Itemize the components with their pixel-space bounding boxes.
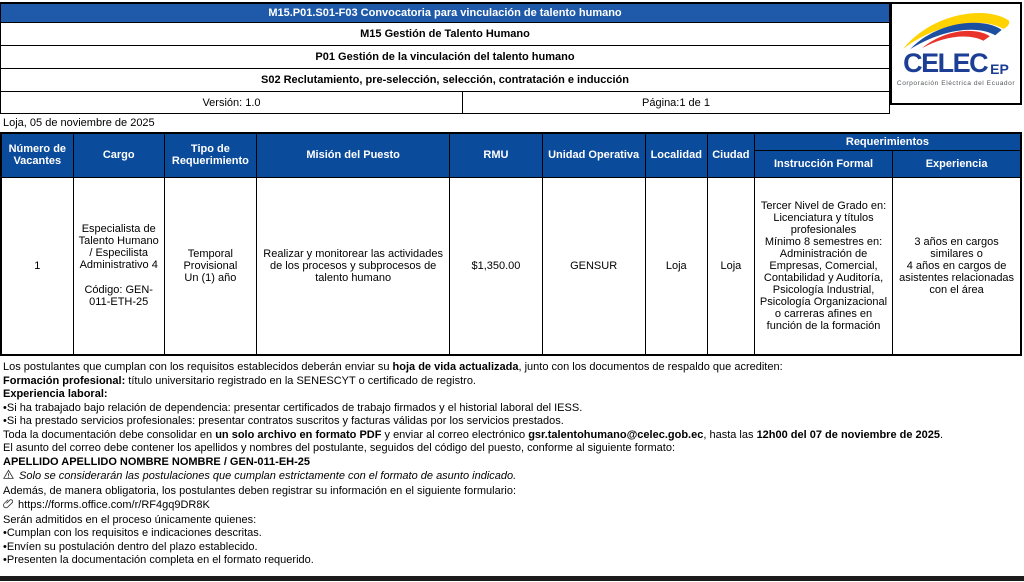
cargo-codigo: Código: GEN-011-ETH-25 xyxy=(84,284,153,309)
table-row xyxy=(1,177,1021,355)
form-url-link[interactable]: https://forms.office.com/r/RF4gq9DR8K xyxy=(15,499,210,511)
footer-text: Los postulantes que cumplan con los requisitos establecidos deberán enviar su xyxy=(3,361,393,373)
footer-text: , junto con los documentos de respaldo que acrediten: xyxy=(518,361,783,373)
warning-icon xyxy=(3,469,14,485)
col-header-requerimientos: Requerimientos xyxy=(754,133,1021,150)
footer-line xyxy=(3,388,1020,402)
footer-text: Toda la documentación debe consolidar en xyxy=(3,428,216,441)
celec-logo xyxy=(890,2,1022,105)
cell-ciudad: Loja xyxy=(707,177,754,355)
footer-text: Además, de manera obligatoria, los postulantes deben registrar su información en el siguiente formulario: xyxy=(3,484,517,497)
instruccion-line: Tercer Nivel de Grado en: Licenciatura y títulos profesionales xyxy=(760,199,887,236)
cell-localidad: Loja xyxy=(645,177,707,355)
header-title-block xyxy=(0,2,890,114)
footer-line xyxy=(3,485,1020,499)
cargo-spacer xyxy=(78,271,160,284)
header-macro-process: M15 Gestión de Talento Humano xyxy=(1,23,889,46)
tipo-line: Un (1) año xyxy=(184,271,237,284)
footer-text: •Si ha prestado servicios profesionales: presentar contratos suscritos y facturas válidas por los servicios prestados. xyxy=(3,415,564,427)
footer-line xyxy=(3,402,1020,416)
col-header-cargo: Cargo xyxy=(73,133,164,177)
document-title-bar: M15.P01.S01-F03 Convocatoria para vinculación de talento humano xyxy=(1,4,889,23)
footer-text: APELLIDO APELLIDO NOMBRE NOMBRE / GEN-011-EH-25 xyxy=(3,455,311,468)
footer-lines xyxy=(0,356,1024,568)
cell-experiencia xyxy=(893,177,1021,355)
cell-instruccion xyxy=(754,177,892,355)
footer-line xyxy=(3,514,1020,528)
date-line: Loja, 05 de noviembre de 2025 xyxy=(3,117,155,129)
celec-brand-text: CELEC xyxy=(903,48,988,78)
col-header-instruccion: Instrucción Formal xyxy=(754,150,892,177)
col-header-experiencia: Experiencia xyxy=(893,150,1021,177)
vacancy-table xyxy=(0,132,1022,356)
bottom-border-bar xyxy=(0,576,1024,581)
footer-text: , hasta las xyxy=(703,428,757,441)
header-process: P01 Gestión de la vinculación del talento humano xyxy=(1,46,889,69)
cell-rmu: $1,350.00 xyxy=(450,177,542,355)
tipo-line: Temporal xyxy=(187,247,233,260)
footer-text: •Cumplan con los requisitos e indicaciones descritas. xyxy=(3,527,262,539)
footer-line xyxy=(3,554,1020,568)
cell-vacantes: 1 xyxy=(1,177,73,355)
col-header-localidad: Localidad xyxy=(645,133,707,177)
footer-line xyxy=(3,429,1020,443)
cargo-title: Especialista de Talento Humano / Especilista Administrativo 4 xyxy=(78,223,159,272)
cell-unidad: GENSUR xyxy=(542,177,645,355)
footer-text: Formación profesional: xyxy=(3,374,126,387)
footer-text: •Envíen su postulación dentro del plazo establecido. xyxy=(3,540,258,553)
cell-cargo xyxy=(73,177,164,355)
footer-line xyxy=(3,375,1020,389)
footer-text: un solo archivo en formato PDF xyxy=(215,428,382,441)
footer-text: gsr.talentohumano@celec.gob.ec xyxy=(528,428,704,441)
celec-brand-line xyxy=(903,50,1009,77)
footer-line xyxy=(3,527,1020,541)
cell-tipo xyxy=(164,177,256,355)
version-label: Versión: 1.0 xyxy=(202,96,261,109)
link-icon xyxy=(3,498,13,514)
header-meta-row xyxy=(1,92,889,113)
col-header-vacantes: Número de Vacantes xyxy=(1,133,73,177)
footer-text: Serán admitidos en el proceso únicamente quienes: xyxy=(3,513,257,526)
footer-text: . xyxy=(940,428,944,441)
footer-text: Solo se considerarán las postulaciones que cumplan estrictamente con el formato de asunto indicado. xyxy=(16,470,517,482)
experiencia-line: 3 años en cargos similares o xyxy=(914,235,999,260)
document-header xyxy=(0,2,1024,114)
footer-text: y enviar al correo electrónico xyxy=(381,428,529,441)
celec-caption: Corporación Eléctrica del Ecuador xyxy=(896,80,1016,87)
col-header-unidad: Unidad Operativa xyxy=(542,133,645,177)
header-subprocess: S02 Reclutamiento, pre-selección, selección, contratación e inducción xyxy=(1,69,889,92)
footer-line xyxy=(3,456,1020,470)
experiencia-line: 4 años en cargos de asistentes relacionadas con el área xyxy=(899,259,1015,296)
cell-mision: Realizar y monitorear las actividades de los procesos y subprocesos de talento humano xyxy=(256,177,449,355)
col-header-rmu: RMU xyxy=(450,133,542,177)
footer-line xyxy=(3,541,1020,555)
footer-text: •Si ha trabajado bajo relación de dependencia: presentar certificados de trabajo firmados y el historial laboral del IESS. xyxy=(3,401,583,414)
footer-text: hoja de vida actualizada xyxy=(392,361,519,373)
col-header-ciudad: Ciudad xyxy=(707,133,754,177)
footer-line xyxy=(3,469,1020,485)
tipo-line: Provisional xyxy=(183,259,238,272)
col-header-tipo: Tipo de Requerimiento xyxy=(164,133,256,177)
footer-text: Experiencia laboral: xyxy=(3,388,108,400)
footer-line xyxy=(3,415,1020,429)
page-label: Página:1 de 1 xyxy=(462,92,889,113)
col-header-mision: Misión del Puesto xyxy=(256,133,449,177)
celec-swoosh-icon xyxy=(897,7,1015,49)
footer-line xyxy=(3,498,1020,514)
footer-line xyxy=(3,361,1020,375)
footer-text: título universitario registrado en la SENESCYT o certificado de registro. xyxy=(125,374,476,387)
celec-brand-suffix: EP xyxy=(990,61,1009,77)
footer-text: •Presenten la documentación completa en el formato requerido. xyxy=(3,554,314,566)
footer-text: El asunto del correo debe contener los apellidos y nombres del postulante, seguidos del código del puesto, conforme al siguiente formato: xyxy=(3,442,676,454)
footer-line xyxy=(3,442,1020,456)
instruccion-line: Mínimo 8 semestres en: Administración de Empresas, Comercial, Contabilidad y Auditoría, Psicología Industrial, Psicología Organizacional o carreras afines en función de la formación xyxy=(759,235,888,332)
footer-text: 12h00 del 07 de noviembre de 2025 xyxy=(756,428,940,441)
